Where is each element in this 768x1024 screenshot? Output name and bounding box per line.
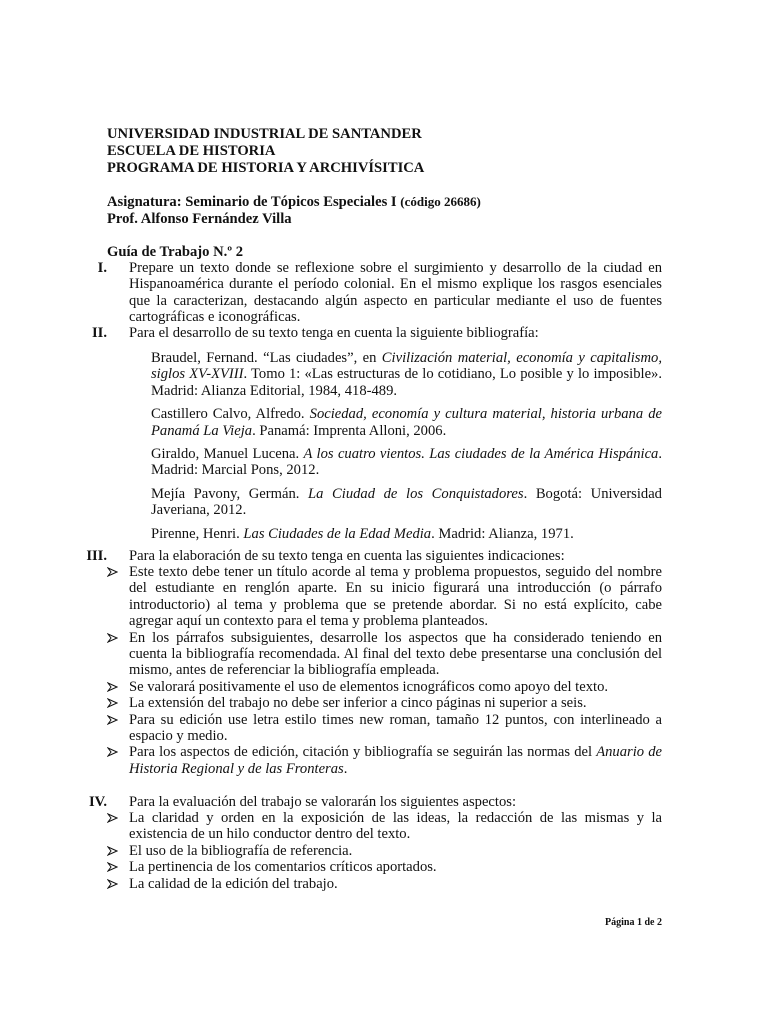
bibliography-entry: Giraldo, Manuel Lucena. A los cuatro vientos. Las ciudades de la América Hispánica. Madrid: Marcial Pons, 2012. [151, 446, 663, 479]
list-item: La extensión del trabajo no debe ser inferior a cinco páginas ni superior a seis. [107, 695, 662, 711]
list-item: Para su edición use letra estilo times new roman, tamaño 12 puntos, con interlineado a espacio y medio. [107, 712, 662, 745]
arrow-bullet-icon [107, 810, 121, 826]
page-number: Página 1 de 2 [605, 917, 662, 928]
section-4-text: Para la evaluación del trabajo se valorarán los siguientes aspectos: [129, 794, 516, 810]
evaluation-list [107, 810, 662, 892]
section-3-text: Para la elaboración de su texto tenga en cuenta las siguientes indicaciones: [129, 548, 565, 564]
list-item: El uso de la bibliografía de referencia. [107, 843, 662, 859]
bibliography-entry: Braudel, Fernand. “Las ciudades”, en Civilización material, economía y capitalismo, siglos XV-XVIII. Tomo 1: «Las estructuras de lo cotidiano, Lo posible y lo imposible». Madrid: Alianza Editorial, 1984, 418-489. [151, 350, 662, 399]
list-item: En los párrafos subsiguientes, desarrolle los aspectos que ha considerado teniendo en cuenta la bibliografía recomendada. Al final del texto debe presentarse una conclusión del mismo, antes de referenciar la bibliografía empleada. [107, 630, 662, 679]
arrow-bullet-icon [107, 876, 121, 892]
university-name: UNIVERSIDAD INDUSTRIAL DE SANTANDER [107, 126, 422, 142]
arrow-bullet-icon [107, 859, 121, 875]
subject-line [107, 193, 667, 211]
arrow-bullet-icon [107, 679, 121, 695]
bibliography-entry: Mejía Pavony, Germán. La Ciudad de los Conquistadores. Bogotá: Universidad Javeriana, 2012. [151, 485, 662, 519]
arrow-bullet-icon [107, 630, 121, 646]
arrow-bullet-icon [107, 564, 121, 580]
list-item: La calidad de la edición del trabajo. [107, 876, 662, 892]
list-item: Este texto debe tener un título acorde al tema y problema propuestos, seguido del nombre del estudiante en renglón aparte. En su inicio figurará una introducción (o párrafo introductorio) al tema y problema que se pretende abordar. Si no está explícito, cabe agregar aquí un contexto para el tema y problema planteados. [107, 564, 662, 630]
arrow-bullet-icon [107, 712, 121, 728]
program-name: PROGRAMA DE HISTORIA Y ARCHIVÍSITICA [107, 160, 425, 176]
section-2-numeral: II. [91, 325, 107, 341]
instructions-list [107, 564, 662, 777]
bibliography-entry: Pirenne, Henri. Las Ciudades de la Edad Media. Madrid: Alianza, 1971. [151, 525, 574, 542]
list-item: Se valorará positivamente el uso de elementos icnográficos como apoyo del texto. [107, 679, 662, 695]
section-2-text: Para el desarrollo de su texto tenga en cuenta la siguiente bibliografía: [129, 325, 539, 341]
arrow-bullet-icon [107, 695, 121, 711]
list-item: La pertinencia de los comentarios críticos aportados. [107, 859, 662, 875]
section-4-numeral: IV. [89, 794, 107, 810]
professor-name: Prof. Alfonso Fernández Villa [107, 211, 292, 227]
subject-code: (código 26686) [400, 194, 481, 209]
section-1-text: Prepare un texto donde se reflexione sobre el surgimiento y desarrollo de la ciudad en Hispanoamérica durante el período colonial. En el mismo explique los rasgos esenciales que la caracterizan, destacando algún aspecto en particular mediante el uso de fuentes cartográficas e iconográficas. [129, 260, 662, 326]
section-3-numeral: III. [86, 548, 107, 564]
section-1-numeral: I. [97, 260, 107, 276]
arrow-bullet-icon [107, 843, 121, 859]
subject-name: Asignatura: Seminario de Tópicos Especiales I [107, 194, 397, 210]
bibliography-entry: Castillero Calvo, Alfredo. Sociedad, economía y cultura material, historia urbana de Panamá La Vieja. Panamá: Imprenta Alloni, 2006. [151, 406, 662, 439]
school-name: ESCUELA DE HISTORIA [107, 143, 276, 159]
arrow-bullet-icon [107, 744, 121, 760]
list-item: Para los aspectos de edición, citación y bibliografía se seguirán las normas del Anuario de Historia Regional y de las Fronteras. [107, 744, 662, 777]
bibliography-list [151, 350, 662, 549]
list-item: La claridad y orden en la exposición de las ideas, la redacción de las mismas y la existencia de un hilo conductor dentro del texto. [107, 810, 662, 843]
document-header [107, 126, 667, 261]
guide-title: Guía de Trabajo N.º 2 [107, 244, 244, 260]
